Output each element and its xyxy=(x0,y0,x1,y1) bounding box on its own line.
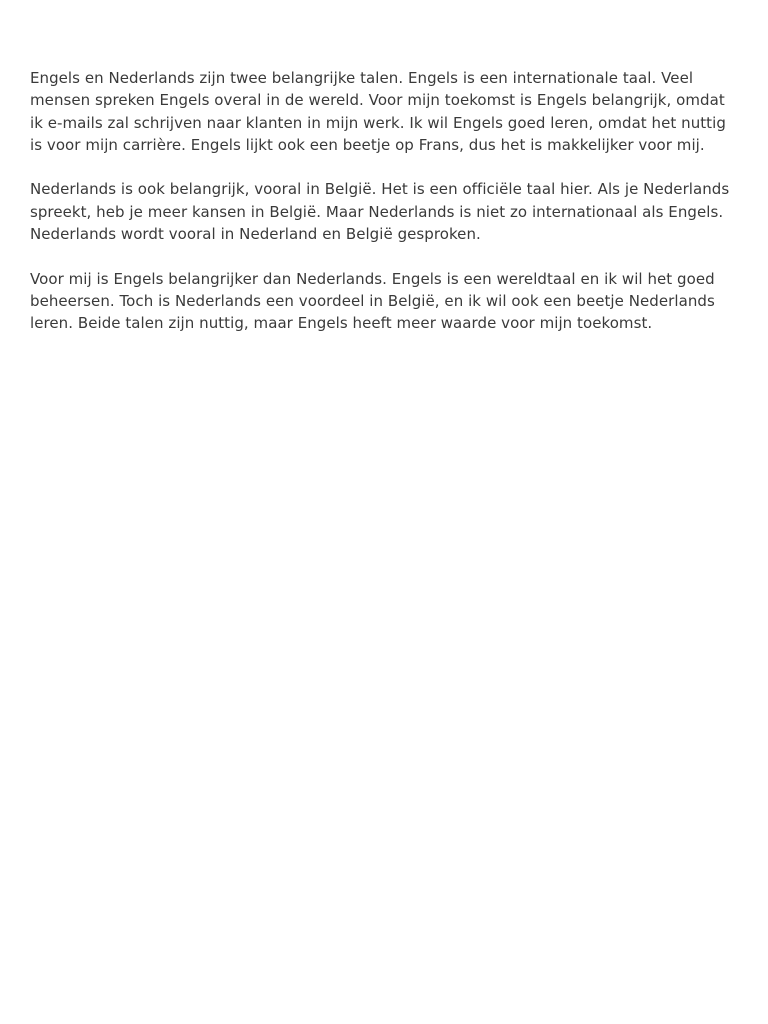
paragraph-3: Voor mij is Engels belangrijker dan Nederlands. Engels is een wereldtaal en ik wil het goed beheersen. Toch is Nederlands een voordeel in België, en ik wil ook een beetje Nederlands leren. Beide talen zijn nuttig, maar Engels heeft meer waarde voor mijn toekomst. xyxy=(30,269,715,333)
paragraph-2: Nederlands is ook belangrijk, vooral in België. Het is een officiële taal hier. Als je Nederlands spreekt, heb je meer kansen in België. Maar Nederlands is niet zo internationaal als Engels. Nederlands wordt vooral in Nederland en België gesproken. xyxy=(30,180,730,244)
paragraph-1: Engels en Nederlands zijn twee belangrijke talen. Engels is een internationale taal. Veel mensen spreken Engels overal in de wereld. Voor mijn toekomst is Engels belangrijk, omdat ik e-mails zal schrijven naar klanten in mijn werk. Ik wil Engels goed leren, omdat het nuttig is voor mijn carrière. Engels lijkt ook een beetje op Frans, dus het is makkelijker voor mij. xyxy=(30,69,726,154)
